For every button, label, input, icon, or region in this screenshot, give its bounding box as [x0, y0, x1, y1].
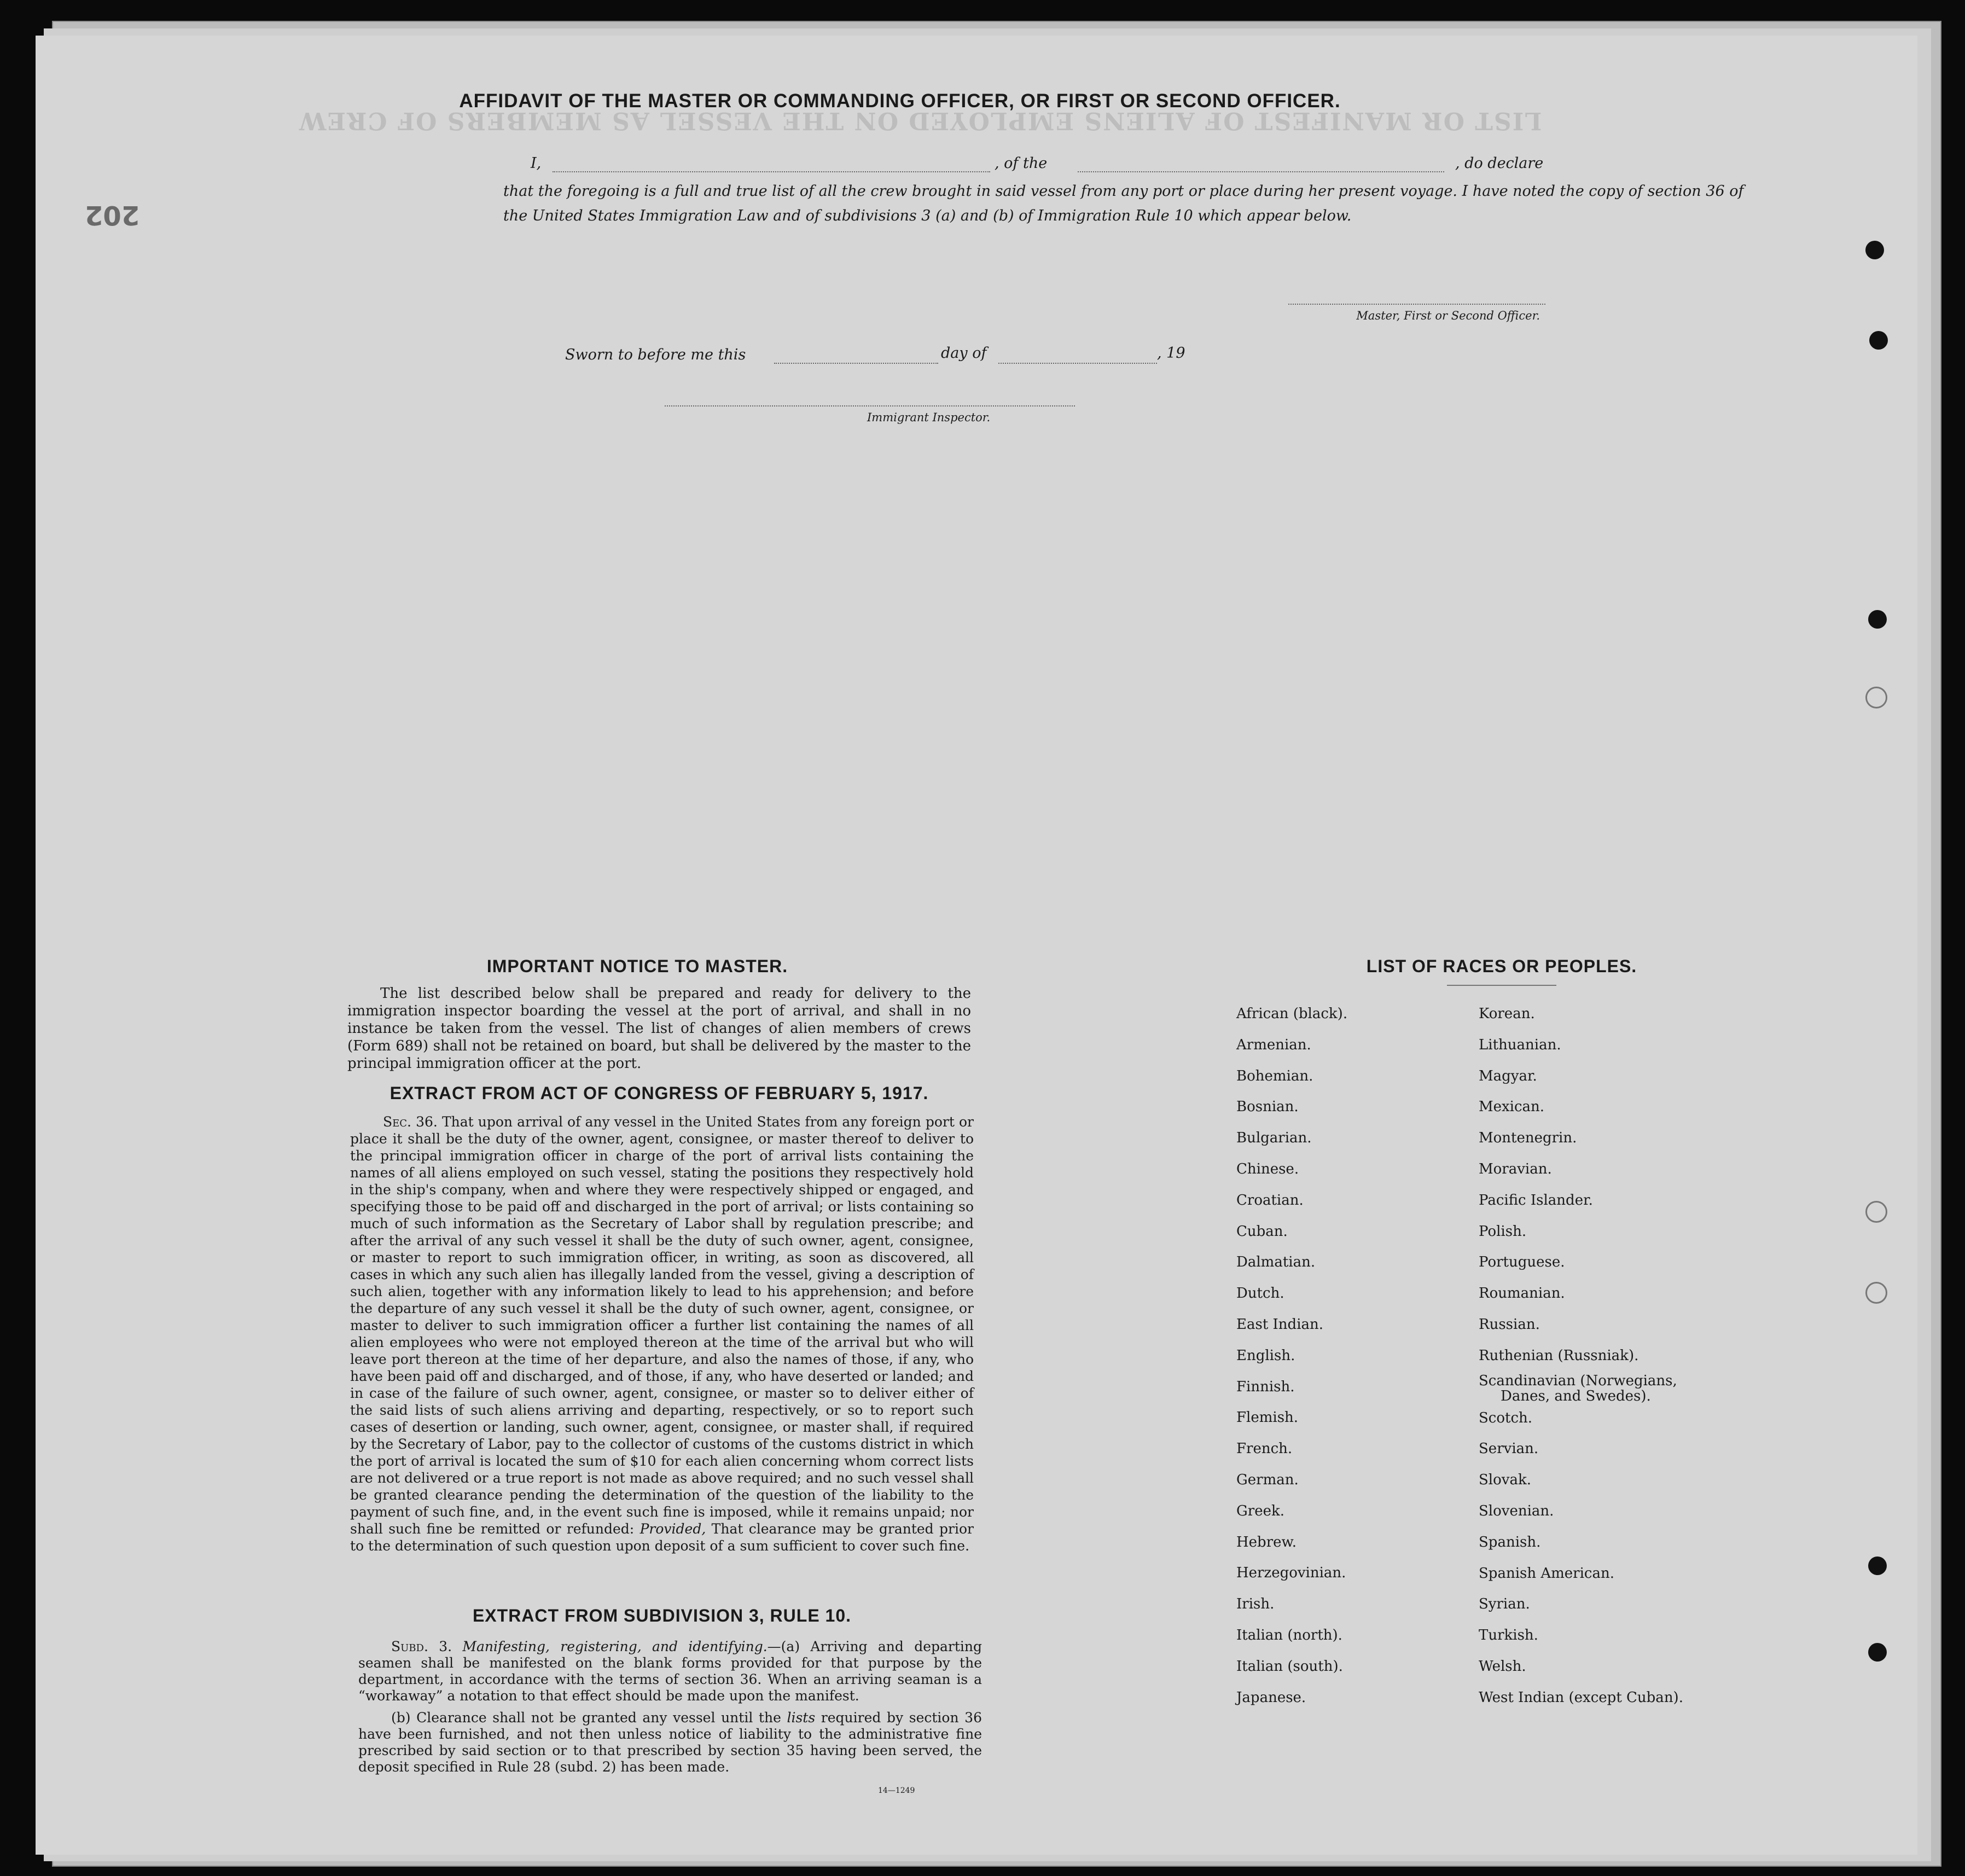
race-item: Lithuanian. [1479, 1036, 1561, 1053]
subd-b-start: (b) Clearance shall not be granted any vessel until the [391, 1710, 781, 1726]
race-item: East Indian. [1236, 1316, 1324, 1333]
race-item: Slovenian. [1479, 1502, 1554, 1519]
race-item: Cuban. [1236, 1223, 1288, 1240]
section-label: Sec. 36. [383, 1114, 438, 1130]
section-36-body: That upon arrival of any vessel in the United States from any foreign port or place it shall be the duty of the owner, agent, consignee, or master thereof to deliver to the principal immigration officer in charge of the port of arrival lists containing the names of all aliens employed on such vessel, stating the positions they respectively hold in the ship's company, when and where they were respectively shipped or engaged, and specifying those to be paid off and discharged in the port of arrival; or lists containing so much of such information as the Secretary of Labor shall by regulation prescribe; and after the arrival of any such vessel it shall be the duty of such owner, agent, consignee, or master to report to such immigration officer, in writing, as soon as discovered, all cases in which any such alien has illegally landed from the vessel, giving a description of such alien, together with any information likely to lead to his apprehension; and before the departure of any such vessel it shall be the duty of such owner, agent, consignee, or master to deliver to such immigration officer a further list containing the names of all alien employees who were not employed thereon at the time of the arrival but who will leave port thereon at the time of her departure, and also the names of those, if any, who have been paid off and discharged, and of those, if any, who have deserted or landed; and in case of the failure of such owner, agent, consignee, or master so to deliver either of the said lists of such aliens arriving and departing, respectively, or so to report such cases of desertion or landing, such owner, agent, consignee, or master shall, if required by the Secretary of Labor, pay to the collector of customs of the customs district in which the port of arrival is located the sum of $10 for each alien concerning whom correct lists are not delivered or a true report is not made as above required; and no such vessel shall be granted clearance pending the determination of the question of the liability to the payment of such fine, and, in the event such fine is imposed, while it remains unpaid; nor shall such fine be remitted or refunded: [350, 1114, 974, 1537]
race-item: Flemish. [1236, 1409, 1299, 1426]
race-item: French. [1236, 1441, 1293, 1457]
race-item-line: Danes, and Swedes). [1501, 1387, 1651, 1404]
binding-hole [1869, 331, 1888, 350]
notice-heading: IMPORTANT NOTICE TO MASTER. [486, 956, 788, 976]
form-number: 14—1249 [878, 1786, 915, 1795]
race-item: Spanish. [1479, 1534, 1541, 1550]
race-item: Irish. [1236, 1596, 1275, 1613]
race-item: Italian (north). [1236, 1627, 1342, 1643]
race-item: Korean. [1479, 1006, 1535, 1022]
signer-label: Master, First or Second Officer. [1356, 309, 1540, 322]
binding-hole [1868, 1643, 1887, 1662]
races-rule [1447, 985, 1556, 986]
day-of-label: day of [941, 345, 987, 362]
inspector-label: Immigrant Inspector. [867, 411, 991, 424]
race-item: Italian (south). [1236, 1658, 1343, 1675]
binding-hole [1868, 1556, 1887, 1575]
races-right-column [1479, 998, 1785, 1714]
race-item: Magyar. [1479, 1067, 1537, 1084]
race-item: Japanese. [1236, 1689, 1306, 1706]
section-36-end: That clearance may be granted prior to the determination of such question upon deposit of a sum sufficient to cover such fine. [350, 1521, 974, 1554]
race-item: Welsh. [1479, 1658, 1526, 1675]
race-item: Chinese. [1236, 1160, 1299, 1177]
binding-hole [1865, 687, 1887, 708]
i-label: I, [531, 155, 542, 172]
subdivision-a-text [358, 1639, 982, 1704]
race-item: German. [1236, 1471, 1299, 1488]
races-heading: LIST OF RACES OR PEOPLES. [1366, 956, 1637, 976]
provided-label: Provided, [640, 1521, 706, 1537]
race-item: Dutch. [1236, 1285, 1284, 1302]
vessel-blank[interactable] [1078, 171, 1444, 172]
day-blank[interactable] [774, 363, 938, 364]
name-blank[interactable] [553, 171, 990, 172]
race-item: Herzegovinian. [1236, 1565, 1346, 1582]
declaration-text: that the foregoing is a full and true list of all the crew brought in said vessel from any port or place during her present voyage. I have noted the copy of section 36 of the United States Immigration Law and of subdivisions 3 (a) and (b) of Immigration Rule 10 which appear below. [503, 183, 1744, 224]
rule-extract-heading: EXTRACT FROM SUBDIVISION 3, RULE 10. [472, 1606, 852, 1625]
subd-a-body: —(a) Arriving and departing seamen shall be manifested on the blank forms provided for that purpose by the department, in accordance with the terms of section 36. When an arriving seaman is a “workaway” a notation to that effect should be made upon the manifest. [358, 1639, 982, 1704]
bleed-through-text: LIST OR MANIFEST OF ALIENS EMPLOYED ON THE VESSEL AS MEMBERS OF CREW [298, 107, 1542, 135]
subdivision-b-text [358, 1710, 982, 1775]
race-item: Hebrew. [1236, 1534, 1297, 1550]
binding-hole [1865, 1201, 1887, 1223]
race-item: Ruthenian (Russniak). [1479, 1347, 1639, 1364]
race-item: Slovak. [1479, 1472, 1531, 1489]
sworn-label: Sworn to before me this [565, 346, 746, 363]
race-item: Dalmatian. [1236, 1254, 1316, 1271]
race-item: Pacific Islander. [1479, 1192, 1593, 1209]
affidavit-title: AFFIDAVIT OF THE MASTER OR COMMANDING OFFICER, OR FIRST OR SECOND OFFICER. [459, 90, 1341, 112]
binding-hole [1865, 241, 1884, 259]
notice-body: The list described below shall be prepared and ready for delivery to the immigration inspector boarding the vessel at the port of arrival, and shall in no instance be taken from the vessel. The list of changes of alien members of crews (Form 689) shall not be retained on board, but shall be delivered by the master to the principal immigration officer at the port. [347, 985, 971, 1072]
race-item: Mexican. [1479, 1099, 1545, 1116]
race-item: Bulgarian. [1236, 1130, 1312, 1147]
race-item: Bosnian. [1236, 1099, 1299, 1116]
signature-blank[interactable] [1288, 304, 1545, 305]
act-extract-heading: EXTRACT FROM ACT OF CONGRESS OF FEBRUARY 5, 1917. [389, 1083, 929, 1103]
race-item: Greek. [1236, 1502, 1284, 1519]
page-stamp: 202 [85, 200, 140, 230]
do-declare-label: , do declare [1455, 155, 1544, 172]
of-the-label: , of the [995, 155, 1048, 172]
binding-hole [1865, 1282, 1887, 1304]
race-item: Servian. [1479, 1441, 1539, 1457]
subd-title: Manifesting, registering, and identifying. [462, 1639, 768, 1654]
race-item: West Indian (except Cuban). [1479, 1689, 1683, 1706]
race-item: Finnish. [1236, 1378, 1295, 1395]
race-item: Croatian. [1236, 1192, 1304, 1209]
race-item: Roumanian. [1479, 1285, 1565, 1302]
race-item: Montenegrin. [1479, 1130, 1577, 1147]
race-item: Spanish American. [1479, 1565, 1615, 1582]
subd-b-end: required by section 36 have been furnished, and not then unless notice of liability to the administrative fine prescribed by said section or to that prescribed by section 35 having been served, the deposit specified in Rule 28 (subd. 2) has been made. [358, 1710, 982, 1775]
race-item: Moravian. [1479, 1160, 1552, 1177]
races-left-column [1236, 998, 1455, 1713]
race-item: Russian. [1479, 1316, 1540, 1333]
document-page [36, 36, 1917, 1855]
race-item: Polish. [1479, 1223, 1527, 1240]
race-item: Portuguese. [1479, 1254, 1565, 1271]
race-item: African (black). [1236, 1006, 1348, 1022]
race-item: Bohemian. [1236, 1067, 1313, 1084]
race-item [1479, 1372, 1785, 1403]
month-blank[interactable] [998, 363, 1157, 364]
race-item: Scotch. [1479, 1409, 1533, 1426]
race-item: Armenian. [1236, 1036, 1311, 1053]
race-item-line: Scandinavian (Norwegians, [1479, 1372, 1677, 1389]
race-item: Syrian. [1479, 1596, 1530, 1613]
subd-b-lists: lists [787, 1710, 816, 1726]
inspector-signature-blank[interactable] [665, 405, 1075, 406]
race-item: English. [1236, 1347, 1295, 1364]
race-item: Turkish. [1479, 1627, 1538, 1644]
subd-label: Subd. 3. [391, 1639, 452, 1654]
binding-hole [1868, 610, 1887, 629]
section-36-text [350, 1113, 974, 1554]
year-label: , 19 [1157, 345, 1185, 362]
